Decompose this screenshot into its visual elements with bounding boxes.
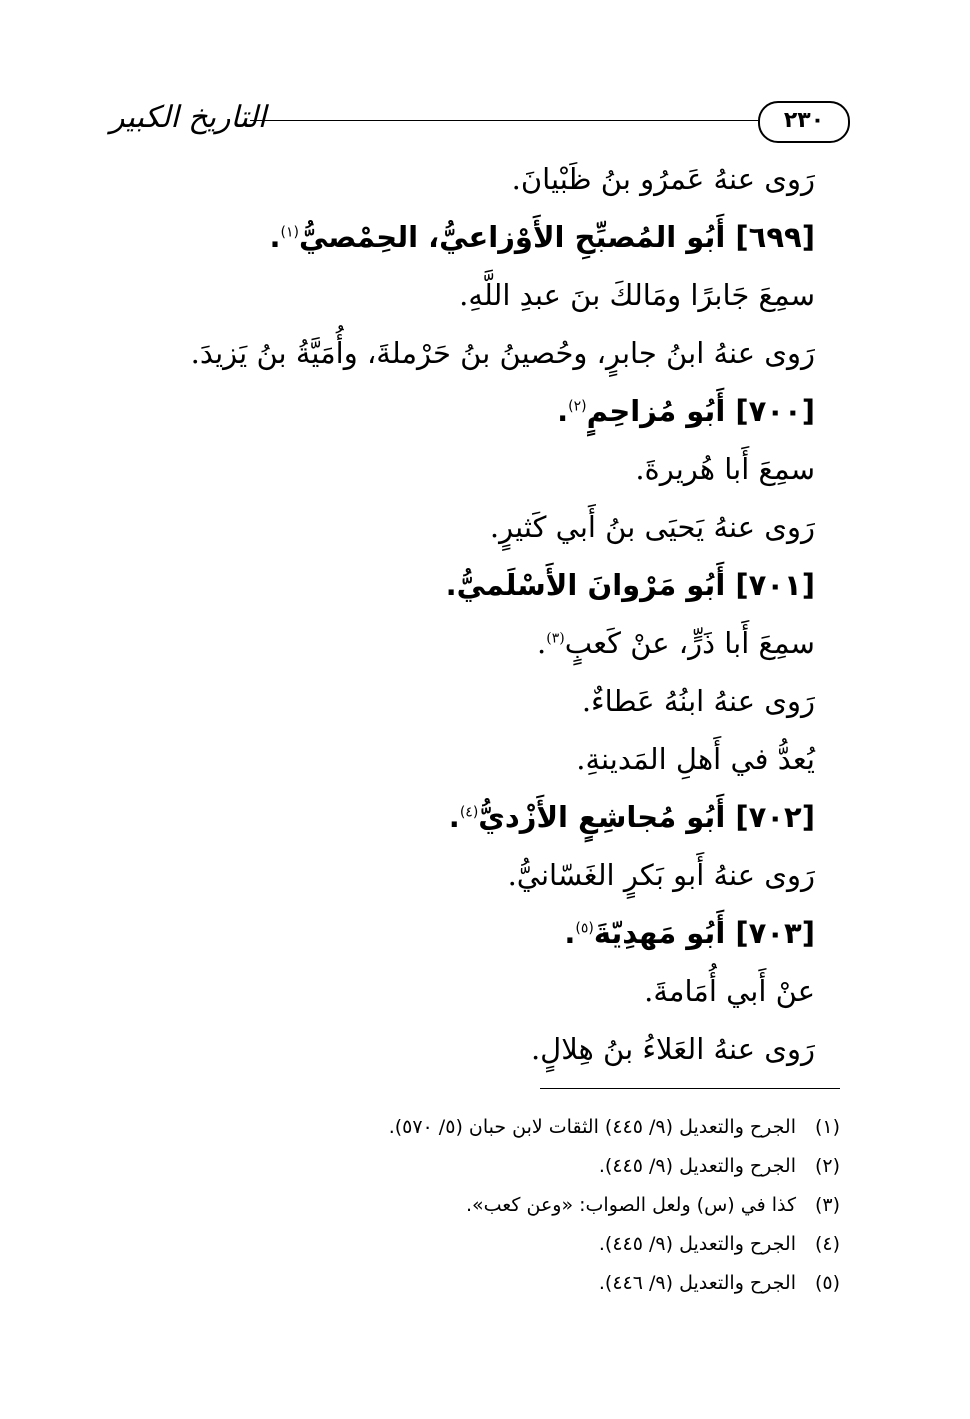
line-text: [٧٠٣] أَبُو مَهدِيّةَ [593, 916, 815, 950]
text-line [115, 498, 815, 556]
line-text: [٧٠٢] أَبُو مُجاشِعٍ الأَزْديُّ [478, 800, 815, 834]
footnote-text: الجرح والتعديل (٩/ ٤٤٥) الثقات لابن حبان (٥/ ٥٧٠). [388, 1116, 796, 1138]
line-tail: . [564, 916, 576, 950]
line-text: سمِعَ جَابرًا ومَالكَ بنَ عبدِ اللَّهِ. [459, 278, 815, 312]
line-text: سمِعَ أَبا هُريرةَ. [635, 452, 815, 486]
page-header [110, 96, 850, 146]
line-text: سمِعَ أَبا ذَرٍّ، عنْ كَعبٍ [564, 626, 815, 660]
footnote-text: كذا في (س) ولعل الصواب: «وعن كعب». [465, 1194, 796, 1216]
main-text [115, 150, 815, 1078]
footnote-separator [540, 1088, 840, 1089]
page-number: ٢٣٠ [758, 101, 850, 143]
line-text: عنْ أَبي أُمَامةَ. [644, 974, 815, 1008]
line-tail: . [448, 800, 460, 834]
line-tail: . [537, 626, 547, 660]
line-text: [٧٠١] أَبُو مَرْوانَ الأَسْلَميُّ. [445, 568, 815, 602]
text-line [115, 324, 815, 382]
line-text: [٦٩٩] أَبُو المُصبِّحِ الأَوْزاعيُّ، الحِمْصيُّ [298, 220, 815, 254]
footnote-item [120, 1108, 840, 1147]
entry-heading [115, 788, 815, 846]
header-rule [250, 120, 758, 121]
footnote-number: (١) [814, 1116, 840, 1138]
footnote-marker: (٤) [459, 804, 479, 821]
entry-heading [115, 208, 815, 266]
footnote-marker: (٣) [546, 630, 565, 647]
footnote-text: الجرح والتعديل (٩/ ٤٤٥). [598, 1233, 796, 1255]
footnote-number: (٢) [814, 1155, 840, 1177]
text-line [115, 846, 815, 904]
line-text: يُعدُّ في أَهلِ المَدينةِ. [576, 742, 815, 776]
text-line [115, 672, 815, 730]
line-text: [٧٠٠] أَبُو مُزاحِمٍ [586, 394, 815, 428]
text-line [115, 266, 815, 324]
text-line [115, 150, 815, 208]
footnote-item [120, 1147, 840, 1186]
line-tail: . [269, 220, 281, 254]
footnotes [120, 1108, 840, 1303]
line-tail: . [557, 394, 569, 428]
footnote-number: (٣) [814, 1194, 840, 1216]
text-line [115, 1020, 815, 1078]
entry-heading [115, 904, 815, 962]
line-text: رَوى عنهُ ابنُهُ عَطاءٌ. [581, 684, 815, 718]
footnote-text: الجرح والتعديل (٩/ ٤٤٥). [598, 1155, 796, 1177]
footnote-text: الجرح والتعديل (٩/ ٤٤٦). [598, 1272, 796, 1294]
footnote-number: (٤) [814, 1233, 840, 1255]
footnote-item [120, 1186, 840, 1225]
text-line [115, 962, 815, 1020]
text-line [115, 730, 815, 788]
text-line [115, 614, 815, 672]
line-text: رَوى عنهُ العَلاءُ بنُ هِلالٍ. [530, 1032, 815, 1066]
footnote-number: (٥) [814, 1272, 840, 1294]
footnote-item [120, 1264, 840, 1303]
footnote-marker: (٢) [568, 398, 587, 415]
footnote-marker: (١) [280, 224, 299, 241]
running-title: التاريخ الكبير [110, 100, 267, 135]
line-text: رَوى عنهُ عَمرُو بنُ ظَبْيانَ. [511, 162, 815, 196]
line-text: رَوى عنهُ أَبو بَكرٍ الغَسّانيُّ. [507, 858, 815, 892]
line-text: رَوى عنهُ ابنُ جابرٍ، وحُصينُ بنُ حَرْملةَ، وأُمَيَّةُ بنُ يَزيدَ. [190, 336, 815, 370]
line-text: رَوى عنهُ يَحيَى بنُ أَبي كَثيرٍ. [489, 510, 815, 544]
text-line [115, 440, 815, 498]
entry-heading [115, 382, 815, 440]
entry-heading [115, 556, 815, 614]
footnote-marker: (٥) [575, 920, 594, 937]
footnote-item [120, 1225, 840, 1264]
